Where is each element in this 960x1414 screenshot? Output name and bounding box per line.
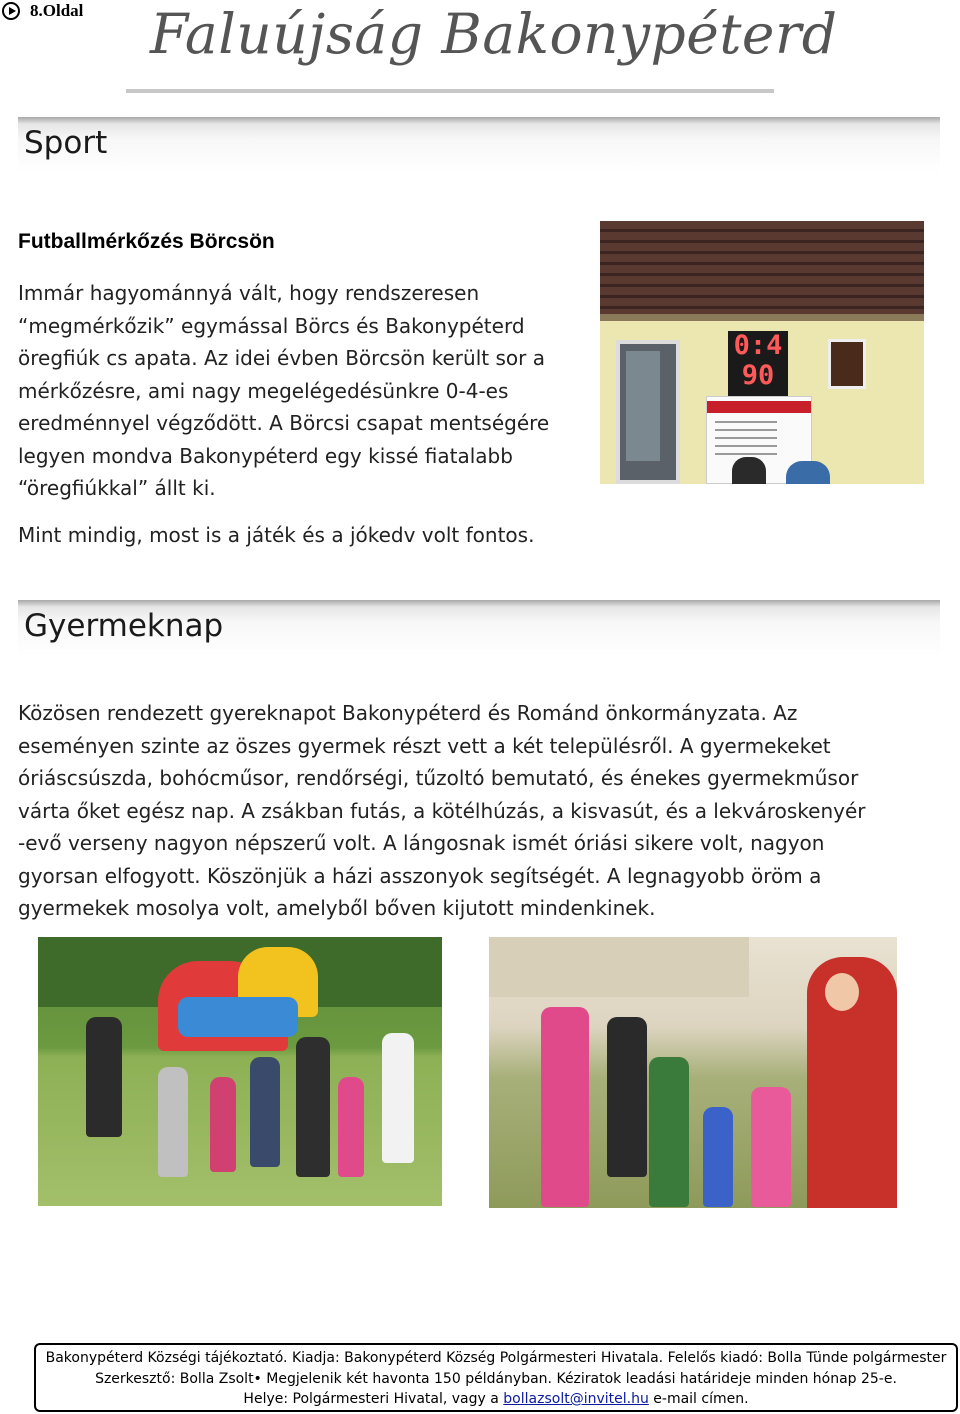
page-number: 8.Oldal — [30, 1, 84, 20]
article-paragraph: Mint mindig, most is a játék és a jókedv volt fontos. — [18, 523, 535, 547]
text-line: -evő verseny nagyon népszerű volt. A lángosnak ismét óriási sikere volt, nagyon — [18, 831, 825, 855]
footer-line: Szerkesztő: Bolla Zsolt• Megjelenik két havonta 150 példányban. Kéziratok leadási határideje minden hónap 25-e. — [95, 1370, 897, 1387]
article-paragraph — [18, 277, 549, 505]
photo-person — [541, 1007, 589, 1207]
footer-line: Bakonypéterd Községi tájékoztató. Kiadja: Bakonypéterd Község Polgármesteri Hivatala. Felelős kiadó: Bolla Tünde polgármester — [45, 1350, 947, 1366]
text-line: Közösen rendezett gyereknapot Bakonypéterd és Románd önkormányzata. Az — [18, 701, 798, 725]
text-line: mérkőzésre, ami nagy megelégedésünkre 0-4-es — [18, 378, 509, 403]
football-photo — [600, 221, 924, 484]
photo-person — [338, 1077, 364, 1177]
photo-window — [828, 339, 866, 389]
photo-person — [649, 1057, 689, 1207]
photo-door-glass — [626, 351, 660, 461]
poster-line — [715, 421, 777, 423]
text-line: eseményen szinte az öszes gyermek részt vett a két településről. A gyermekeket — [18, 733, 831, 758]
photo-roof — [600, 221, 924, 318]
masthead-rule — [126, 89, 774, 93]
photo-person — [751, 1087, 791, 1207]
text-line: “megmérkőzik” egymással Börcs és Bakonypéterd — [18, 313, 525, 338]
photo-person — [607, 1017, 647, 1177]
text-line: óriáscsúszda, bohócműsor, rendőrségi, tűzoltó bemutató, és énekes gyermekműsor — [18, 766, 859, 790]
childrens-day-photo-clown-show — [489, 937, 897, 1208]
text-line: gyermekek mosolya volt, amelyből bőven kijutott mindenkinek. — [18, 896, 656, 920]
photo-eaves — [600, 314, 924, 321]
photo-clown-face — [825, 973, 859, 1011]
text-line: legyen mondva Bakonypéterd egy kissé fiatalabb — [18, 443, 513, 468]
poster-line — [715, 429, 777, 431]
section-heading: Gyermeknap — [24, 608, 224, 644]
text-line: öregfiúk cs apata. Az idei évben Börcsön került sor a — [18, 346, 545, 370]
text-line: eredménnyel végződött. A Börcsi csapat mentségére — [18, 411, 550, 435]
photo-scoreboard — [728, 331, 788, 397]
section-heading: Sport — [24, 125, 108, 161]
masthead-title: Faluújság Bakonypéterd — [150, 2, 838, 66]
footer-box — [34, 1343, 958, 1412]
email-link[interactable]: bollazsolt@invitel.hu — [503, 1391, 649, 1407]
text-line: Immár hagyománnyá vált, hogy rendszeresen — [18, 281, 480, 305]
text-line: “öregfiúkkal” állt ki. — [18, 476, 216, 500]
scoreboard-minutes: 90 — [741, 360, 775, 391]
photo-person — [732, 457, 766, 484]
footer-text: Helye: Polgármesteri Hivatal, vagy a — [243, 1391, 504, 1407]
scoreboard-score: 0:4 — [733, 330, 783, 361]
section-banner-sport — [18, 117, 940, 173]
poster-line — [715, 437, 777, 439]
photo-person — [158, 1067, 188, 1177]
page-marker — [2, 0, 83, 22]
footer-line — [36, 1389, 956, 1410]
photo-person — [296, 1037, 330, 1177]
photo-tent — [489, 937, 749, 997]
photo-person — [786, 461, 830, 484]
footer-text: e-mail címen. — [648, 1391, 749, 1407]
photo-person — [703, 1107, 733, 1207]
photo-person — [382, 1033, 414, 1163]
photo-person — [250, 1057, 280, 1167]
article-title: Futballmérkőzés Börcsön — [18, 230, 275, 253]
poster-line — [715, 445, 777, 447]
article-paragraph — [18, 697, 866, 925]
text-line: gyorsan elfogyott. Köszönjük a házi asszonyok segítségét. A legnagyobb öröm a — [18, 863, 822, 888]
photo-bouncy-castle — [178, 997, 298, 1037]
section-banner-gyermeknap — [18, 600, 940, 656]
poster-line — [715, 453, 777, 455]
photo-person — [210, 1077, 236, 1172]
text-line: várta őket egész nap. A zsákban futás, a kötélhúzás, a kisvasút, és a lekvároskenyér — [18, 798, 866, 823]
photo-person — [86, 1017, 122, 1137]
childrens-day-photo-bouncy-castle — [38, 937, 442, 1206]
poster-heading — [707, 401, 811, 413]
play-circle-icon[interactable] — [2, 2, 20, 20]
